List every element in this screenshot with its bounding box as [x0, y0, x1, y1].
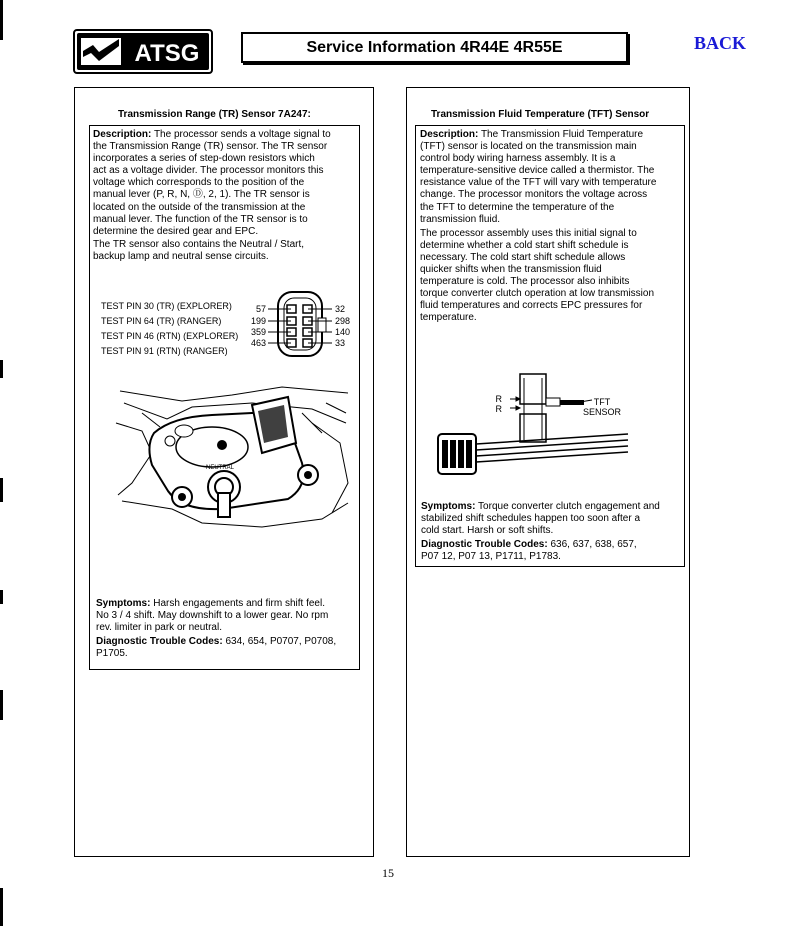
wire-label-r: R — [495, 394, 502, 404]
pin-number-left: 359 — [250, 327, 266, 337]
test-pin-item: TEST PIN 46 (RTN) (EXPLORER) — [101, 331, 239, 341]
page-number: 15 — [382, 866, 394, 880]
tr-sensor-illustration — [112, 383, 352, 531]
pin-number-left: 199 — [250, 316, 266, 326]
back-link[interactable]: BACK — [694, 33, 747, 53]
mount-bolt — [298, 465, 318, 485]
symptoms-label: Symptoms: — [96, 598, 151, 609]
left-column-title: Transmission Range (TR) Sensor 7A247: — [118, 109, 311, 120]
header-title-box — [241, 32, 628, 63]
pin-number-left: 463 — [250, 338, 266, 348]
pin-number-left: 57 — [255, 304, 266, 314]
tr-description: Description: The processor sends a voltage signal to the Transmission Range (TR) sensor. The TR sensor incorporates a series of step-down resistors which act as a voltage divider. The processor monitors this voltage which corresponds to the position of the manual lever (P, R, N, Ⓓ, 2, 1). The TR sensor is located on the outside of the transmission at the manual lever. The function of the TR sensor is to determine the desired gear and EPC. The TR sensor also contains the Neutral / Start, backup lamp and neutral sense circuits. — [93, 129, 331, 262]
wire-label-r: R — [495, 404, 502, 414]
tft-description: Description: The Transmission Fluid Temperature (TFT) sensor is located on the transmission main control body wiring harness assembly. It is a temperature-sensitive device called a thermistor. The resistance value of the TFT will vary with temperature change. The processor monitors the voltage across the TFT to determine the temperature of the transmission fluid. The processor assembly uses this initial signal to determine whether a cold start shift schedule is necessary. The cold start shift schedule allows quicker shifts when the transmission fluid temperature is cold. The processor also inhibits torque converter clutch operation at low transmission fluid temperatures and corrects EPC pressures for temperature. — [420, 129, 657, 324]
tft-symptoms: Symptoms: Torque converter clutch engagement and stabilized shift schedules happen too soon after a cold start. Harsh or soft shifts. Diagnostic Trouble Codes: 636, 637, 638, 657, P07 12, P07 13, P1711, P1783. — [421, 501, 660, 563]
pin-number-right: 32 — [335, 304, 346, 314]
tft-lead — [546, 398, 560, 406]
binding-edge — [0, 0, 3, 40]
mount-bolt — [172, 487, 192, 507]
atsg-logo — [73, 29, 213, 74]
tft-sensor-illustration — [432, 370, 632, 480]
connector-outline — [278, 292, 322, 356]
right-column-title: Transmission Fluid Temperature (TFT) Sensor — [431, 109, 650, 120]
tr-symptoms: Symptoms: Harsh engagements and firm shift feel. No 3 / 4 shift. May downshift to a lower gear. No rpm rev. limiter in park or neutral. Diagnostic Trouble Codes: 634, 654, P0707, P0708, P1705. — [96, 598, 337, 660]
tft-sensor-element — [560, 400, 584, 405]
description-label: Description: — [420, 129, 479, 140]
tft-label: TFT — [593, 397, 611, 407]
test-pin-list — [101, 299, 238, 359]
symptoms-label: Symptoms: — [421, 501, 476, 512]
binding-edge — [0, 590, 3, 604]
binding-edge — [0, 690, 3, 720]
tr-connector-diagram — [244, 288, 356, 360]
connector-latch — [318, 318, 326, 332]
description-label: Description: — [93, 129, 152, 140]
dtc-label: Diagnostic Trouble Codes: — [421, 539, 548, 551]
pin-number-right: 140 — [335, 327, 351, 337]
page-title: Service Information 4R44E 4R55E — [306, 38, 563, 56]
binding-edge — [0, 478, 3, 502]
test-pin-item: TEST PIN 64 (TR) (RANGER) — [101, 316, 222, 326]
binding-edge — [0, 888, 3, 926]
test-pin-item: TEST PIN 91 (RTN) (RANGER) — [101, 346, 228, 356]
tft-sensor-label: SENSOR — [582, 407, 622, 417]
pin-number-right: 298 — [335, 316, 351, 326]
test-pin-item: TEST PIN 30 (TR) (EXPLORER) — [101, 301, 232, 311]
svg-text:ATSG: ATSG — [134, 40, 200, 67]
pin-number-right: 33 — [335, 338, 346, 348]
dtc-label: Diagnostic Trouble Codes: — [96, 636, 223, 648]
binding-edge — [0, 360, 3, 378]
sensor-neutral-label: NEUTRAL — [206, 465, 235, 471]
